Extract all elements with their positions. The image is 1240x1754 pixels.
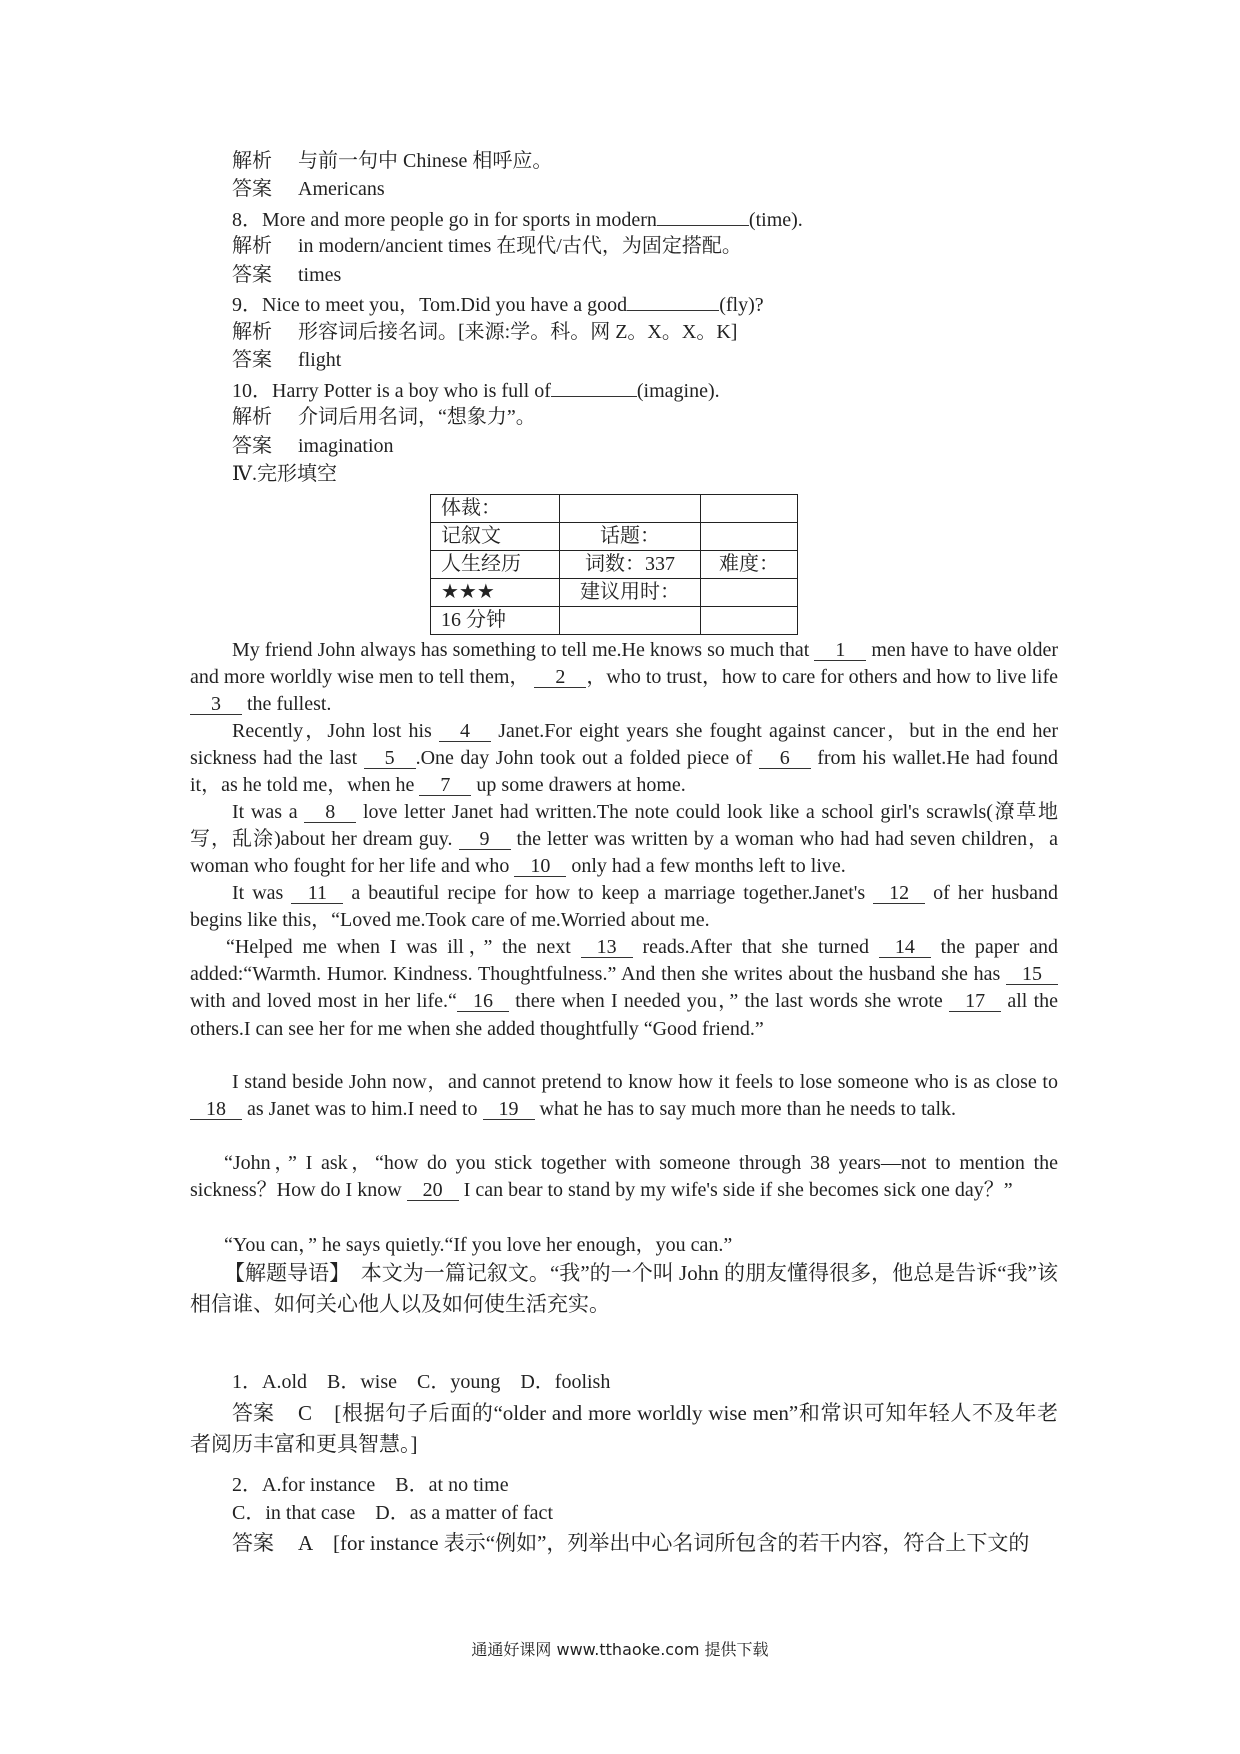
table-cell bbox=[560, 495, 701, 523]
analysis-line bbox=[232, 148, 552, 174]
table-cell: 记叙文 bbox=[431, 523, 560, 551]
table-cell: 体裁： bbox=[431, 495, 560, 523]
table-cell: 人生经历 bbox=[431, 551, 560, 579]
analysis-label: 解析 bbox=[232, 321, 272, 343]
question-hint: (time). bbox=[748, 209, 803, 231]
passage-text: I stand beside John now，and cannot pretend to know how it feels to lose someone who is as close to bbox=[232, 1071, 1058, 1093]
blank-number: 2 bbox=[534, 667, 586, 688]
blank-number: 10 bbox=[514, 856, 566, 877]
question-1-options: 1．A.old B．wise C．young D．foolish bbox=[232, 1371, 611, 1393]
passage-text: .One day John took out a folded piece of bbox=[415, 747, 753, 770]
passage-text: I can bear to stand by my wife's side if she becomes sick one day？” bbox=[463, 1179, 1013, 1202]
answer-label: 答案 bbox=[232, 1531, 274, 1555]
blank-number: 16 bbox=[457, 991, 509, 1012]
passage-paragraph-2 bbox=[190, 718, 1058, 800]
table-cell: 难度： bbox=[701, 551, 798, 579]
question-text: 9．Nice to meet you，Tom.Did you have a good bbox=[232, 294, 628, 316]
table-cell bbox=[560, 607, 701, 635]
answer-text: times bbox=[298, 264, 342, 286]
passage-text: ，who to trust，how to care for others and how to live life bbox=[586, 666, 1059, 689]
answer-line bbox=[232, 347, 341, 373]
blank-number: 15 bbox=[1006, 964, 1058, 985]
analysis-text: 与前一句中 Chinese 相呼应。 bbox=[298, 150, 553, 172]
analysis-label: 解析 bbox=[232, 235, 272, 257]
analysis-text: in modern/ancient times 在现代/古代，为固定搭配。 bbox=[298, 235, 742, 257]
blank-number: 14 bbox=[879, 937, 931, 958]
answer-text: Americans bbox=[298, 178, 385, 200]
analysis-text: 介词后用名词，“想象力”。 bbox=[298, 406, 536, 428]
analysis-line bbox=[232, 233, 742, 259]
passage-text: from his wallet.He had found it，as he told me，when he bbox=[190, 747, 1058, 797]
passage-text: men have to have older and more worldly wise men to tell them， bbox=[190, 639, 1059, 689]
answer-explanation: C [根据句子后面的“older and more worldly wise men”和常识可知年轻人不及年老者阅历丰富和更具智慧。] bbox=[190, 1401, 1058, 1456]
passage-paragraph-8 bbox=[190, 1232, 1058, 1259]
blank-number: 7 bbox=[419, 775, 471, 796]
passage-paragraph-1 bbox=[190, 637, 1058, 719]
question-2-options-line-1: 2．A.for instance B．at no time bbox=[232, 1474, 509, 1496]
table-cell bbox=[701, 607, 798, 635]
blank-number: 17 bbox=[949, 991, 1001, 1012]
passage-paragraph-5 bbox=[190, 934, 1058, 1043]
blank-number: 3 bbox=[190, 694, 242, 715]
passage-text: “You can，” he says quietly.“If you love her enough，you can.” bbox=[224, 1234, 733, 1256]
question-text: 10．Harry Potter is a boy who is full of bbox=[232, 380, 551, 402]
passage-text: “John，” I ask，“how do you stick together with someone through 38 years—not to mention the sickness？How do I know bbox=[190, 1152, 1058, 1202]
blank-line bbox=[657, 205, 749, 226]
answer-label: 答案 bbox=[232, 264, 272, 286]
section-title: Ⅳ.完形填空 bbox=[232, 463, 337, 485]
analysis-line bbox=[232, 319, 737, 345]
table-row bbox=[431, 579, 798, 607]
blank-number: 13 bbox=[581, 937, 633, 958]
answer-label: 答案 bbox=[232, 178, 272, 200]
footer-credit: 通通好课网 www.tthaoke.com 提供下载 bbox=[471, 1640, 769, 1659]
answer-1 bbox=[190, 1398, 1058, 1460]
blank-number: 9 bbox=[459, 829, 511, 850]
blank-number: 1 bbox=[814, 640, 866, 661]
passage-text: only had a few months left to live. bbox=[571, 855, 846, 878]
blank-number: 20 bbox=[407, 1180, 459, 1201]
question-8 bbox=[232, 205, 803, 233]
blank-number: 12 bbox=[873, 883, 925, 904]
blank-number: 5 bbox=[364, 748, 416, 769]
passage-text: It was bbox=[232, 882, 284, 904]
table-cell: 建议用时： bbox=[560, 579, 701, 607]
passage-paragraph-4 bbox=[190, 880, 1058, 934]
passage-text: there when I needed you，” the last words she wrote bbox=[515, 990, 943, 1013]
question-10 bbox=[232, 376, 720, 404]
passage-paragraph-7 bbox=[190, 1150, 1058, 1204]
answer-line bbox=[232, 176, 385, 202]
table-cell: 话题： bbox=[560, 523, 701, 551]
passage-paragraph-3 bbox=[190, 799, 1058, 881]
passage-text: love letter Janet had written.The note could look like a school girl's scrawls(潦草地写，乱涂)about her dream guy. bbox=[190, 801, 1059, 851]
passage-text: all the others.I can see her for me when she added thoughtfully “Good friend.” bbox=[190, 990, 1059, 1040]
table-cell: 16 分钟 bbox=[431, 607, 560, 635]
blank-number: 4 bbox=[439, 721, 491, 742]
analysis-line bbox=[232, 404, 536, 430]
answer-explanation: A [for instance 表示“例如”，列举出中心名词所包含的若干内容，符合上下文的 bbox=[298, 1531, 1030, 1555]
table-row bbox=[431, 523, 798, 551]
question-9 bbox=[232, 290, 764, 318]
passage-text: the letter was written by a woman who had had seven children，a woman who fought for her life and who bbox=[190, 828, 1058, 878]
answer-line bbox=[232, 433, 394, 459]
analysis-label: 解析 bbox=[232, 150, 272, 172]
table-cell: 词数：337 bbox=[560, 551, 701, 579]
blank-line bbox=[627, 290, 719, 311]
passage-info-table bbox=[430, 494, 798, 635]
answer-label: 答案 bbox=[232, 349, 272, 371]
analysis-text: 形容词后接名词。[来源:学。科。网 Z。X。X。K] bbox=[298, 321, 738, 343]
table-cell bbox=[701, 495, 798, 523]
reading-guide-label: 【解题导语】 bbox=[224, 1261, 340, 1285]
table-cell: ★★★ bbox=[431, 579, 560, 607]
reading-guide-text: 本文为一篇记叙文。“我”的一个叫 John 的朋友懂得很多，他总是告诉“我”该相信谁、如何关心他人以及如何使生活充实。 bbox=[190, 1261, 1059, 1316]
answer-text: imagination bbox=[298, 435, 394, 457]
blank-number: 6 bbox=[759, 748, 811, 769]
passage-text: as Janet was to him.I need to bbox=[247, 1098, 478, 1121]
blank-number: 11 bbox=[291, 883, 343, 904]
passage-text: Janet.For eight years she fought against cancer，but in the end her sickness had the last bbox=[190, 720, 1059, 770]
table-cell bbox=[701, 579, 798, 607]
blank-line bbox=[551, 376, 637, 397]
blank-number: 8 bbox=[304, 802, 356, 823]
table-row bbox=[431, 495, 798, 523]
answer-label: 答案 bbox=[232, 1401, 274, 1425]
passage-text: the paper and added:“Warmth. Humor. Kindness. Thoughtfulness.” And then she writes about the husband she has bbox=[190, 936, 1059, 986]
answer-line bbox=[232, 262, 341, 288]
answer-label: 答案 bbox=[232, 435, 272, 457]
passage-text: with and loved most in her life.“ bbox=[190, 990, 457, 1013]
question-hint: (fly)? bbox=[719, 294, 764, 316]
question-hint: (imagine). bbox=[636, 380, 720, 402]
passage-text: the fullest. bbox=[247, 693, 332, 716]
blank-number: 19 bbox=[483, 1099, 535, 1120]
passage-text: of her husband begins like this，“Loved me.Took care of me.Worried about me. bbox=[190, 882, 1059, 932]
passage-paragraph-6 bbox=[190, 1069, 1058, 1123]
passage-text: reads.After that she turned bbox=[642, 936, 870, 958]
answer-text: flight bbox=[298, 349, 342, 371]
analysis-label: 解析 bbox=[232, 406, 272, 428]
table-row bbox=[431, 551, 798, 579]
passage-text: Recently，John lost his bbox=[232, 720, 432, 742]
table-row bbox=[431, 607, 798, 635]
passage-text: “Helped me when I was ill，” the next bbox=[226, 936, 571, 958]
passage-text: what he has to say much more than he needs to talk. bbox=[539, 1098, 957, 1121]
reading-guide bbox=[190, 1258, 1058, 1320]
answer-2 bbox=[232, 1530, 1029, 1556]
blank-number: 18 bbox=[190, 1099, 242, 1120]
table-cell bbox=[701, 523, 798, 551]
passage-text: My friend John always has something to tell me.He knows so much that bbox=[232, 639, 810, 661]
passage-text: It was a bbox=[232, 801, 298, 823]
passage-text: up some drawers at home. bbox=[476, 774, 686, 797]
passage-text: a beautiful recipe for how to keep a marriage together.Janet's bbox=[351, 882, 866, 904]
question-2-options-line-2: C．in that case D．as a matter of fact bbox=[232, 1502, 553, 1524]
question-text: 8．More and more people go in for sports in modern bbox=[232, 209, 657, 231]
